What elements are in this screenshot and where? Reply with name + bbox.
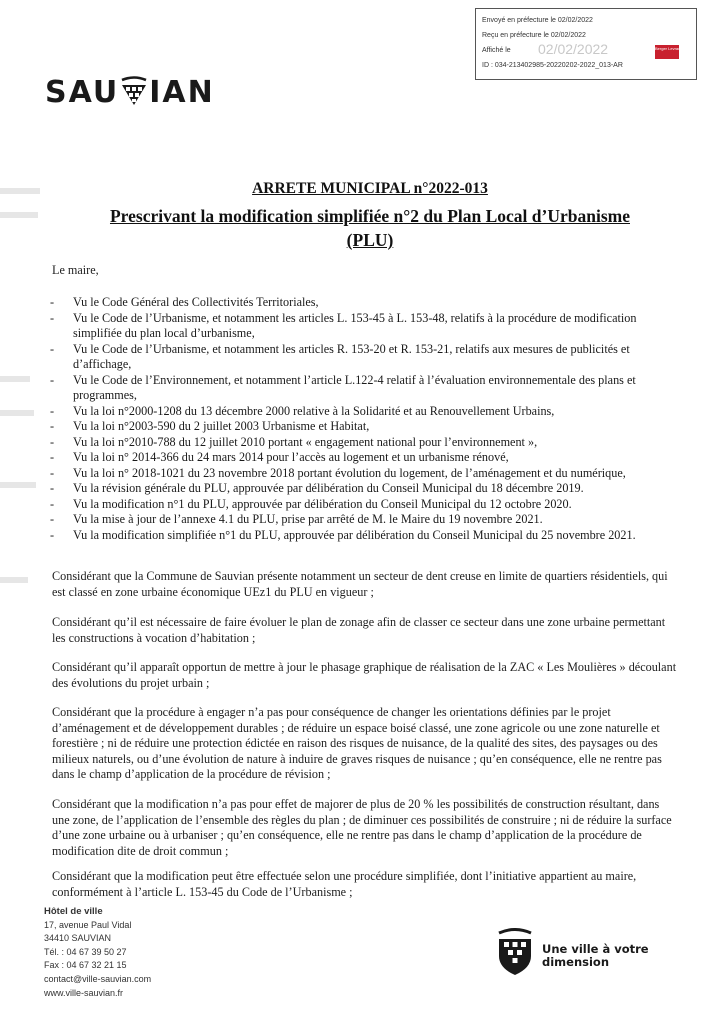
- scan-mark: [0, 482, 36, 488]
- list-item: - Vu la loi n° 2014-366 du 24 mars 2014 pour l’accès au logement et un urbanisme rénové,: [50, 450, 509, 464]
- scan-mark: [0, 577, 28, 583]
- logo-text-right: IAN: [149, 75, 215, 110]
- list-item: - Vu le Code de l’Environnement, et notamment l’article L.122-4 relatif à l’évaluation environnementale des plans et programmes,: [50, 372, 636, 402]
- considerant-paragraph: Considérant qu’il apparaît opportun de mettre à jour le phasage graphique de réalisation de la ZAC « Les Moulières » découlant des évolutions du projet urbain ;: [52, 660, 677, 690]
- scan-mark: [0, 410, 34, 416]
- list-item: - Vu la loi n°2000-1208 du 13 décembre 2000 relative à la Solidarité et au Renouvellement Urbains,: [50, 403, 555, 418]
- list-item: - Vu la loi n° 2018-1021 du 23 novembre 2018 portant évolution du logement, de l’aménagement et du numérique,: [50, 465, 626, 480]
- stamp-id: ID : 034-213402985-20220202-2022_013-AR: [482, 62, 623, 69]
- footer-email: contact@ville-sauvian.com: [44, 973, 152, 984]
- slogan-line1: Une ville à votre: [542, 942, 649, 956]
- list-item: - Vu la mise à jour de l’annexe 4.1 du PLU, prise par arrêté de M. le Maire du 19 novembre 2021.: [50, 512, 543, 526]
- considerant-paragraph: Considérant que la procédure à engager n’a pas pour conséquence de changer les orientations définies par le projet d’aménagement et de développement durables ; de réduire un espace boisé classé, une zone agricole ou une zone naturelle et forestière ; ni de réduire une protection édictée en raison des risques de nuisance, de la qualité des sites, des paysages ou des milieux naturels, ou d’une évolution de nature à induire de graves risques de nuisance ; qu’en conséquence, elle ne rentre pas dans le champ d’application de la procédure de révision ;: [52, 705, 662, 781]
- considerant-paragraph: Considérant que la modification n’a pas pour effet de majorer de plus de 20 % les possibilités de construction résultant, dans une zone, de l’application de l’ensemble des règles du plan ; de diminuer ces possibilités de construire ; ni de réduire la surface d’une zone urbaine ou à urbaniser ; qu’en conséquence, elle ne rentre pas dans le champ d’application de la procédure de modification dite de droit commun ;: [52, 797, 672, 858]
- decree-subtitle: [60, 204, 680, 252]
- considerant-paragraph: Considérant que la modification peut être effectuée selon une procédure simplifiée, dont l’initiative appartient au maire, conformément à l’article L. 153-45 du Code de l’Urbanisme ;: [52, 869, 637, 899]
- list-item: - Vu la révision générale du PLU, approuvée par délibération du Conseil Municipal du 18 décembre 2019.: [50, 481, 584, 495]
- shield-icon: [497, 928, 533, 976]
- list-item: - Vu la modification n°1 du PLU, approuvée par délibération du Conseil Municipal du 12 octobre 2020.: [50, 496, 572, 511]
- crest-icon: [120, 76, 148, 106]
- considerant-paragraph: Considérant qu’il est nécessaire de faire évoluer le plan de zonage afin de classer ce secteur dans une zone urbaine permettant les constructions à vocation d’habitation ;: [52, 615, 666, 645]
- list-item: - Vu le Code de l’Urbanisme, et notamment les articles L. 153-45 à L. 153-48, relatifs à la procédure de modification simplifiée du plan local d’urbanisme,: [50, 310, 637, 340]
- stamp-affiche-date: 02/02/2022: [538, 41, 609, 57]
- slogan-text: [542, 943, 649, 969]
- berger-levrault-badge: Berger Levrault: [655, 45, 679, 59]
- decree-subtitle-line2: (PLU): [346, 230, 394, 250]
- footer-street: 17, avenue Paul Vidal: [44, 919, 132, 930]
- intro-line: Le maire,: [52, 263, 99, 277]
- prefecture-stamp: [475, 8, 697, 80]
- list-item: - Vu la loi n°2003-590 du 2 juillet 2003 Urbanisme et Habitat,: [50, 419, 370, 433]
- footer-city: 34410 SAUVIAN: [44, 933, 112, 944]
- scan-mark: [0, 188, 40, 194]
- footer-fax: Fax : 04 67 32 21 15: [44, 960, 127, 971]
- list-item: - Vu la modification simplifiée n°1 du PLU, approuvée par délibération du Conseil Municipal du 25 novembre 2021.: [50, 527, 636, 542]
- footer-name: Hôtel de ville: [44, 906, 103, 917]
- footer-tel: Tél. : 04 67 39 50 27: [44, 946, 127, 957]
- stamp-recu: Reçu en préfecture le 02/02/2022: [482, 32, 586, 39]
- list-item: - Vu le Code Général des Collectivités Territoriales,: [50, 295, 319, 309]
- list-item: - Vu le Code de l’Urbanisme, et notamment les articles R. 153-20 et R. 153-21, relatifs aux mesures de publicités et d’affichage,: [50, 341, 630, 371]
- slogan-line2: dimension: [542, 955, 610, 969]
- stamp-affiche-label: Affiché le: [482, 47, 511, 54]
- slogan-block: [497, 928, 697, 978]
- vu-list: [50, 295, 675, 543]
- decree-title: ARRETE MUNICIPAL n°2022-013: [252, 180, 488, 197]
- scan-mark: [0, 212, 38, 218]
- logo-text-left: SAU: [45, 75, 120, 110]
- footer-web: www.ville-sauvian.fr: [44, 987, 124, 998]
- stamp-affiche: [482, 43, 690, 58]
- decree-subtitle-line1: Prescrivant la modification simplifiée n°2 du Plan Local d’Urbanisme: [109, 206, 630, 226]
- footer-address: [44, 905, 151, 1000]
- list-item: - Vu la loi n°2010-788 du 12 juillet 2010 portant « engagement national pour l’environnement »,: [50, 434, 538, 449]
- scan-mark: [0, 376, 30, 382]
- sauvian-logo: [45, 75, 215, 110]
- considerant-paragraph: Considérant que la Commune de Sauvian présente notamment un secteur de dent creuse en limite de quartiers résidentiels, qui est classé en zone urbaine économique UEz1 du PLU en vigueur ;: [52, 569, 668, 599]
- stamp-envoye: Envoyé en préfecture le 02/02/2022: [482, 17, 593, 24]
